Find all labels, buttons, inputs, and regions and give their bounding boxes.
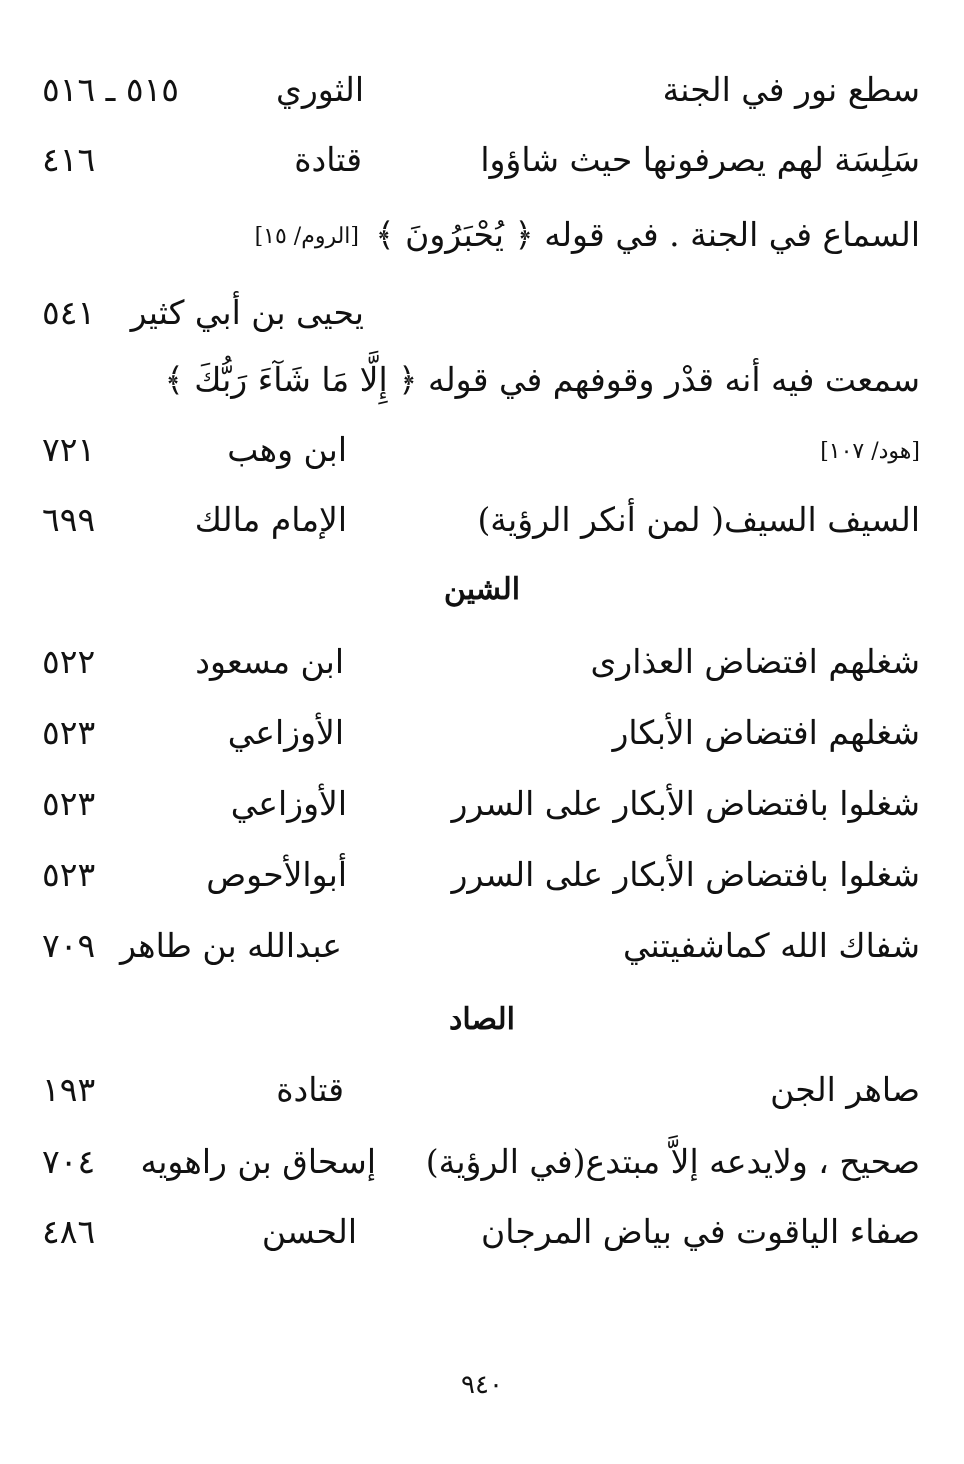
entry-source: قتادة	[294, 140, 362, 179]
entry-text: صفاء الياقوت في بياض المرجان	[481, 1212, 920, 1251]
entry-page: ٥٤١	[42, 293, 96, 332]
entry-text: صحيح ، ولايدعه إلاَّ مبتدع(في الرؤية)	[425, 1142, 920, 1181]
section-heading: الشين	[443, 572, 521, 607]
entry-text: سمعت فيه أنه قدْر وقوفهم في قوله ﴿ إِلَّا مَا شَآءَ رَبُّكَ ﴾	[164, 360, 920, 399]
entry-source: الثوري	[276, 70, 364, 109]
entry-source: الإمام مالك	[194, 500, 347, 539]
entry-reference: [الروم/ ١٥]	[254, 224, 359, 249]
entry-text: شغلوا بافتضاض الأبكار على السرر	[451, 855, 920, 894]
entry-page: ٤٨٦	[42, 1212, 96, 1251]
entry-text: السماع في الجنة . في قوله ﴿ يُحْبَرُونَ ﴾	[375, 215, 920, 254]
entry-source: الأوزاعي	[230, 784, 347, 823]
entry-page: ٧٠٤	[42, 1142, 96, 1181]
entry-source: الأوزاعي	[227, 713, 344, 752]
entry-page: ٤١٦	[42, 140, 96, 179]
entry-text: شفاك الله كماشفيتني	[623, 926, 920, 965]
entry-page: ٥١٥ ـ ٥١٦	[42, 70, 180, 109]
entry-page: ٧٢١	[42, 430, 96, 469]
entry-source: يحيى بن أبي كثير	[130, 293, 364, 332]
entry-page: ٥٢٣	[42, 855, 96, 894]
entry-page: ٦٩٩	[42, 500, 96, 539]
entry-text: سطع نور في الجنة	[662, 70, 920, 109]
entry-source: ابن مسعود	[195, 642, 344, 681]
entry-source: إسحاق بن راهويه	[140, 1142, 376, 1181]
entry-reference: [هود/ ١٠٧]	[820, 439, 920, 464]
entry-page: ١٩٣	[42, 1070, 96, 1109]
entry-text: شغلوا بافتضاض الأبكار على السرر	[451, 784, 920, 823]
entry-text: شغلهم افتضاض العذارى	[590, 642, 920, 681]
entry-source: الحسن	[261, 1212, 357, 1251]
entry-text: السيف السيف( لمن أنكر الرؤية)	[477, 500, 920, 539]
entry-source: ابن وهب	[227, 430, 347, 469]
entry-text: صاهر الجن	[770, 1070, 920, 1109]
entry-source: أبوالأحوص	[206, 855, 347, 894]
entry-page: ٧٠٩	[42, 926, 96, 965]
entry-page: ٥٢٣	[42, 713, 96, 752]
entry-page: ٥٢٢	[42, 642, 96, 681]
entry-text: شغلهم افتضاض الأبكار	[612, 713, 920, 752]
entry-page: ٥٢٣	[42, 784, 96, 823]
entry-source: قتادة	[276, 1070, 344, 1109]
entry-text: سَلِسَة لهم يصرفونها حيث شاؤوا	[480, 140, 920, 179]
entry-source: عبدالله بن طاهر	[119, 926, 342, 965]
page-number: ٩٤٠	[461, 1370, 503, 1400]
section-heading: الصاد	[449, 1002, 515, 1037]
